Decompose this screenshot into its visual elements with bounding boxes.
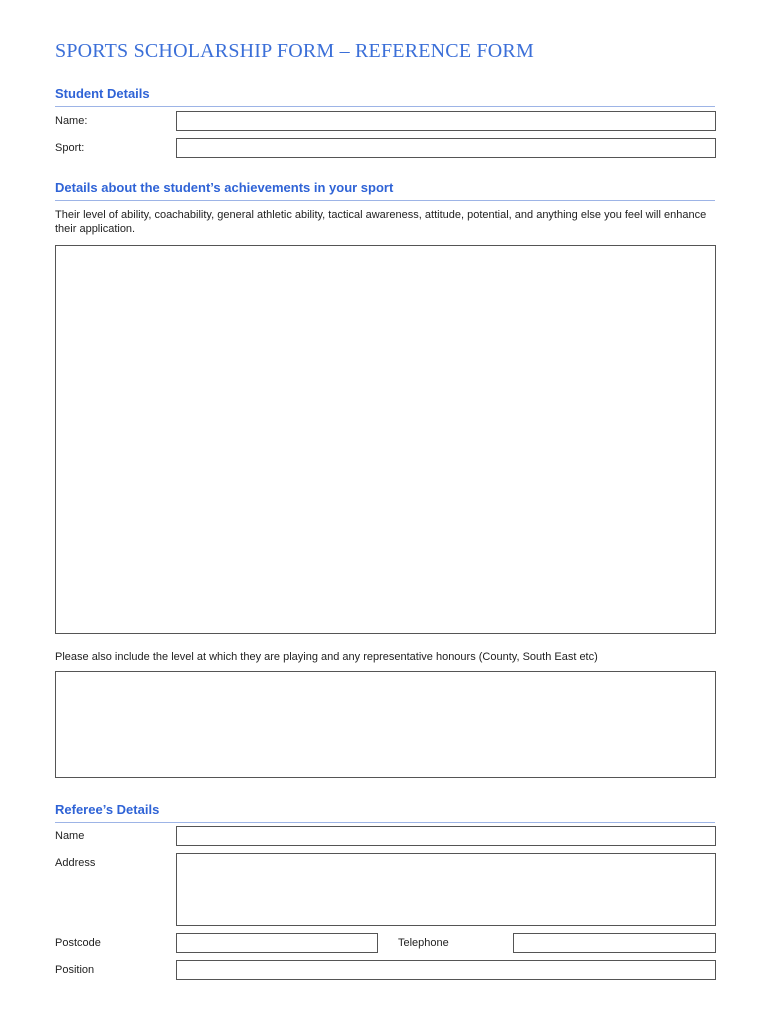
achievements-heading: Details about the student’s achievements in your sport xyxy=(55,180,715,201)
student-sport-field[interactable] xyxy=(176,138,716,158)
referee-address-field[interactable] xyxy=(176,853,716,926)
level-instructions: Please also include the level at which they are playing and any representative honours (County, South East etc) xyxy=(55,651,598,663)
form-title: SPORTS SCHOLARSHIP FORM – REFERENCE FORM xyxy=(55,40,534,62)
student-sport-label: Sport: xyxy=(55,142,85,154)
referee-name-field[interactable] xyxy=(176,826,716,846)
referee-details-heading: Referee’s Details xyxy=(55,802,715,823)
referee-telephone-field[interactable] xyxy=(513,933,716,953)
achievements-textarea[interactable] xyxy=(55,245,716,634)
referee-telephone-label: Telephone xyxy=(398,937,449,949)
referee-position-label: Position xyxy=(55,964,95,976)
level-textarea[interactable] xyxy=(55,671,716,778)
student-details-heading: Student Details xyxy=(55,86,715,107)
referee-position-field[interactable] xyxy=(176,960,716,980)
student-name-label: Name: xyxy=(55,115,88,127)
referee-postcode-label: Postcode xyxy=(55,937,101,949)
referee-name-label: Name xyxy=(55,830,85,842)
referee-postcode-field[interactable] xyxy=(176,933,378,953)
referee-address-label: Address xyxy=(55,857,96,869)
student-name-field[interactable] xyxy=(176,111,716,131)
achievements-instructions: Their level of ability, coachability, general athletic ability, tactical awareness, attitude, potential, and anything else you feel will enhance their application. xyxy=(55,209,707,235)
